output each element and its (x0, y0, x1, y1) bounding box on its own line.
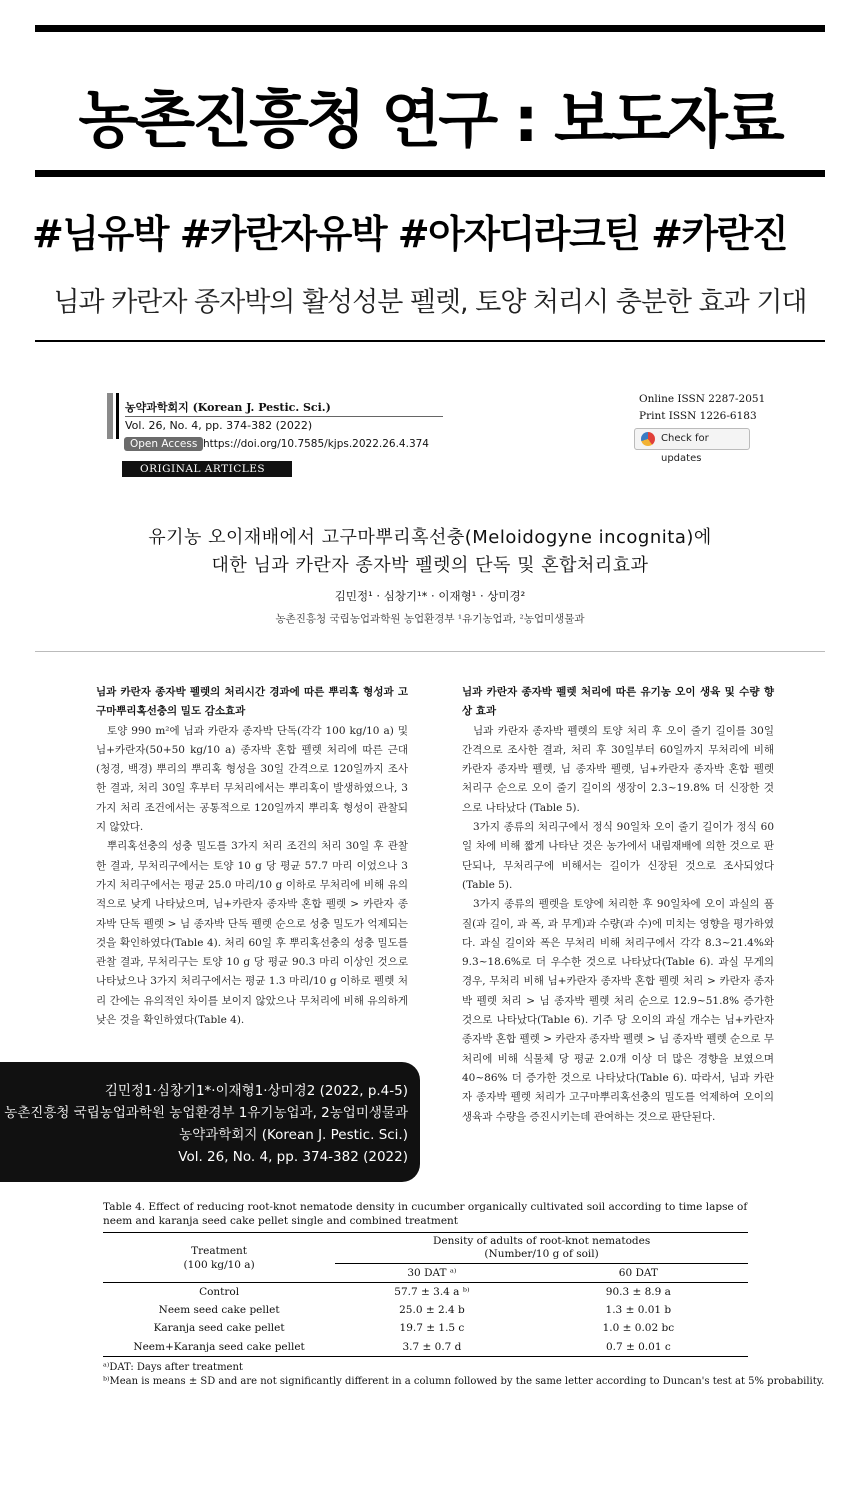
cell-30dat: 57.7 ± 3.4 a ᵇ⁾ (394, 1285, 470, 1298)
cell-treatment: Neem+Karanja seed cake pellet (103, 1338, 335, 1357)
top-rule (35, 25, 825, 32)
right-para-1: 님과 카란자 종자박 펠렛의 토양 처리 후 오이 줄기 길이를 30일 간격으로 조사한 결과, 처리 후 30일부터 60일까지 무처리에 비해 카란자 종자박 펠렛, 님 종자박 펠렛, 님+카란자 종자박 혼합 펠렛 처리구 순으로 오이 줄기 길이의 생장이 2.3~19.8% 더 신장한 것으로 나타났다 (Table 5). (462, 724, 774, 814)
cell-60dat: 1.0 ± 0.02 bc (602, 1322, 675, 1335)
hashtag-line: #님유박 #카란자유박 #아자디라크틴 #카란진 (32, 212, 788, 256)
right-para-2: 3가지 종류의 처리구에서 정식 90일차 오이 줄기 길이가 정식 60일 차에 비해 짧게 나타난 것은 농가에서 내림재배에 의한 것으로 판단되나, 무처리구에 비해서는 길이가 신장된 것으로 조사되었다(Table 5). (462, 821, 774, 891)
issn-online: Online ISSN 2287-2051 (639, 393, 766, 405)
right-heading: 님과 카란자 종자박 펠렛 처리에 따른 유기농 오이 생육 및 수량 향상 효과 (462, 686, 774, 718)
cell-treatment: Neem seed cake pellet (158, 1303, 280, 1316)
page-title: 농촌진흥청 연구 : 보도자료 (78, 83, 782, 156)
cell-60dat: 1.3 ± 0.01 b (605, 1303, 672, 1316)
treatment-header-unit: (100 kg/10 a) (183, 1259, 255, 1272)
table-row (103, 1282, 748, 1301)
cell-30dat: 19.7 ± 1.5 c (399, 1322, 465, 1335)
paper-title-line1: 유기농 오이재배에서 고구마뿌리혹선충(Meloidogyne incognita)에 (148, 527, 712, 548)
journal-name-rule (125, 416, 443, 417)
issn-print: Print ISSN 1226-6183 (639, 410, 757, 422)
journal-bar-icon-2 (116, 393, 119, 439)
left-heading: 님과 카란자 종자박 펠렛의 처리시간 경과에 따른 뿌리혹 형성과 고구마뿌리혹선충의 밀도 감소효과 (96, 686, 408, 718)
paper-title-line2: 대한 님과 카란자 종자박 펠렛의 단독 및 혼합처리효과 (211, 555, 649, 576)
cell-treatment: Karanja seed cake pellet (153, 1322, 285, 1335)
table-row (103, 1301, 748, 1320)
doi-link[interactable]: https://doi.org/10.7585/kjps.2022.26.4.374 (203, 438, 429, 450)
table-row (103, 1319, 748, 1338)
title-rule (35, 170, 825, 177)
paper-authors: 김민정¹ · 심창기¹* · 이재형¹ · 상미경² (334, 589, 526, 603)
crossmark-icon (641, 432, 655, 446)
dat60-header: 60 DAT (529, 1264, 748, 1283)
table-note-b: ᵇ⁾Mean is means ± SD and are not significantly different in a column followed by the same letter according to Duncan's test at 5% probability. (103, 1376, 825, 1387)
cell-60dat: 0.7 ± 0.01 c (529, 1338, 748, 1357)
table-caption: Table 4. Effect of reducing root-knot nematode density in cucumber organically cultivated soil according to time lapse of neem and karanja seed cake pellet single and combined treatment (103, 1201, 748, 1227)
dat30-header: 30 DAT ᵃ⁾ (335, 1264, 529, 1283)
treatment-header-label: Treatment (191, 1245, 248, 1258)
subtitle-rule (35, 340, 825, 342)
table-row (103, 1338, 748, 1357)
cell-60dat: 90.3 ± 8.9 a (605, 1285, 671, 1298)
density-header-unit: (Number/10 g of soil) (484, 1248, 599, 1260)
journal-name: 농약과학회지 (Korean J. Pestic. Sci.) (125, 401, 331, 414)
cell-treatment: Control (199, 1285, 240, 1298)
right-para-3: 3가지 종류의 펠렛을 토양에 처리한 후 90일차에 오이 과실의 품질(과 길이, 과 폭, 과 무게)과 수량(과 수)에 미치는 영향을 평가하였다. 과실 길이와 폭은 무처리 비해 처리구에서 각각 8.3~21.4%와 9.3~18.6%로 더 우수한 것으로 나타났다(Table 6). 과실 무게의 경우, 무처리 비해 님+카란자 종자박 혼합 펠렛 처리 > 카란자 종자박 펠렛 처리 > 님 종자박 펠렛 처리 순으로 12.9~51.8% 증가한 것으로 나타났다(Table 6). 기주 당 오이의 과실 개수는 님+카란자 종자박 혼합 펠렛 > 카란자 종자박 펠렛 > 님 종자박 펠렛 순으로 무처리에 비해 식물체 당 평균 2.0개 이상 더 많은 경향을 보였으며 40~86% 더 증가한 것으로 나타났다(Table 6). 따라서, 님과 카란자 종자박 펠렛 처리가 고구마뿌리혹선충의 밀도를 억제하여 오이의 생육과 수량을 증진시키는데 관여하는 것으로 판단된다. (462, 898, 774, 1123)
citation-line1: 김민정1·심창기1*·이재형1·상미경2 (2022, p.4-5) (104, 1083, 408, 1099)
check-updates-label: Check for updates (661, 433, 709, 464)
data-table (103, 1232, 748, 1357)
treatment-header (103, 1233, 335, 1283)
cell-30dat: 3.7 ± 0.7 d (335, 1338, 529, 1357)
right-column (462, 683, 774, 1127)
citation-line3: 농약과학회지 (Korean J. Pestic. Sci.) (179, 1127, 408, 1143)
page-subtitle: 님과 카란자 종자박의 활성성분 펠렛, 토양 처리시 충분한 효과 기대 (53, 287, 807, 318)
citation-box (0, 1062, 420, 1182)
density-header-label: Density of adults of root-knot nematodes (432, 1235, 651, 1247)
citation-line2: 농촌진흥청 국립농업과학원 농업환경부 1유기농업과, 2농업미생물과 (4, 1105, 408, 1121)
open-access-badge: Open Access (124, 437, 203, 451)
journal-bar-icon (107, 393, 113, 439)
paper-affiliation: 농촌진흥청 국립농업과학원 농업환경부 ¹유기농업과, ²농업미생물과 (275, 613, 585, 625)
header-separator (35, 651, 825, 652)
check-updates-button[interactable] (634, 428, 750, 464)
table-note-a: ᵃ⁾DAT: Days after treatment (103, 1362, 243, 1373)
journal-volume: Vol. 26, No. 4, pp. 374-382 (2022) (125, 419, 313, 432)
citation-line4: Vol. 26, No. 4, pp. 374-382 (2022) (178, 1149, 408, 1165)
density-header (335, 1233, 748, 1264)
cell-30dat: 25.0 ± 2.4 b (399, 1303, 465, 1316)
left-para-2: 뿌리혹선충의 성충 밀도를 3가지 처리 조건의 처리 30일 후 관찰한 결과, 무처리구에서는 토양 10 g 당 평균 57.7 마리 이었으나 3가지 처리구에서는 평균 25.0 마리/10 g 이하로 무처리에 비해 유의적으로 낮게 나타났으며, 님+카란자 종자박 혼합 펠렛 > 카란자 종자박 단독 펠렛 > 님 종자박 단독 펠렛 순으로 성충 밀도가 억제되는 것을 확인하였다(Table 4). 처리 60일 후 뿌리혹선충의 성충 밀도를 관찰 결과, 무처리구는 토양 10 g 당 평균 90.3 마리 이상인 것으로 나타났으나 3가지 처리구에서는 평균 1.3 마리/10 g 이하로 펠렛 처리 간에는 유의적인 차이를 보이지 않았으나 무처리에 비해 유의하게 낮은 것을 확인하였다(Table 4). (96, 840, 408, 1027)
left-para-1: 토양 990 m²에 님과 카란자 종자박 단독(각각 100 kg/10 a) 및 님+카란자(50+50 kg/10 a) 종자박 혼합 펠렛 처리에 따른 근대(청경, 백경) 뿌리의 뿌리혹 형성을 30일 간격으로 120일까지 조사한 결과, 처리 30일 후부터 무처리에서는 뿌리혹이 발생하였으나, 3가지 처리 조건에서는 공통적으로 120일까지 뿌리혹 형성이 관찰되지 않았다. (96, 724, 408, 834)
section-label: ORIGINAL ARTICLES (122, 461, 292, 477)
left-column (96, 683, 408, 1030)
